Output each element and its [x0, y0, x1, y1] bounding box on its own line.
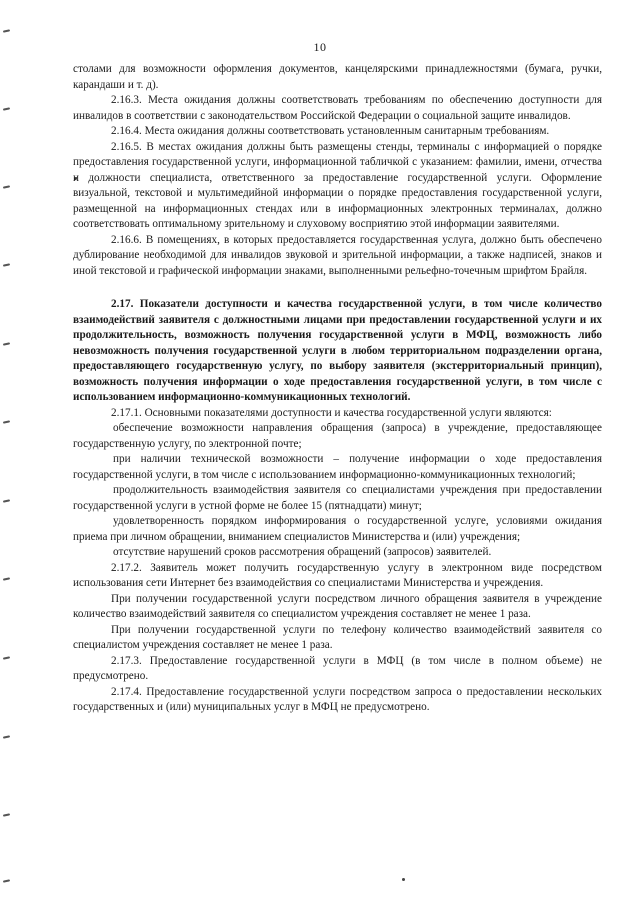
paragraph-2-17-1: 2.17.1. Основными показателями доступности и качества государственной услуги являются:	[111, 406, 552, 419]
scan-mark	[3, 185, 10, 188]
scan-mark	[3, 342, 10, 345]
scan-mark	[3, 879, 10, 882]
section-heading-2-17: 2.17. Показатели доступности и качества государственной услуги, в том числе количество взаимодействий заявителя с должностными лицами при предоставлении государственной услуги и их продолжительность, возможность получения государственной услуги в МФЦ, возможность либо невозможность получения государственной услуги в любом территориальном подразделении органа, предоставляющего государственную услугу, по выбору заявителя (экстерриториальный принцип), возможность получения информации о ходе предоставления государственной услуги, в том числе с использованием информационно-коммуникационных технологий.	[73, 298, 602, 403]
list-item-email-request: обеспечение возможности направления обращения (запроса) в учреждение, предоставляющее государственную услугу, по электронной почте;	[73, 422, 602, 450]
paragraph-2-16-5: 2.16.5. В местах ожидания должны быть размещены стенды, терминалы с информацией о порядке предоставления государственной услуги, информационной табличкой с указанием: фамилии, имени, отчества и должности специалиста, ответственного за предоставление государственной услуги. Оформление визуальной, текстовой и мультимедийной информации о порядке предоставления государственной услуги, размещенной на информационных стендах или в информационных электронных терминалах, должно соответствовать оптимальному зрительному и слуховому восприятию этой информации заявителями.	[73, 140, 602, 230]
paragraph-phone: При получении государственной услуги по телефону количество взаимодействий заявителя со специалистом учреждения составляет не менее 1 раза.	[73, 623, 602, 651]
paragraph-2-16-4: 2.16.4. Места ожидания должны соответствовать установленным санитарным требованиям.	[111, 125, 550, 137]
paragraph-continuation: столами для возможности оформления документов, канцелярскими принадлежностями (бумага, ручки, карандаши и т. д).	[73, 63, 602, 91]
scan-mark	[3, 107, 10, 110]
scan-mark	[3, 29, 10, 32]
list-item-no-violations: отсутствие нарушений сроков рассмотрения обращений (запросов) заявителей.	[113, 546, 492, 558]
scan-mark	[3, 577, 10, 580]
document-body	[73, 62, 602, 716]
scan-mark	[3, 420, 10, 423]
paragraph-2-17-3: 2.17.3. Предоставление государственной услуги в МФЦ (в том числе в полном объеме) не предусмотрено.	[73, 654, 602, 682]
scan-mark	[3, 499, 10, 502]
list-item-progress-info: при наличии технической возможности – получение информации о ходе предоставления государственной услуги, в том числе с использованием информационно-коммуникационных технологий;	[73, 453, 602, 481]
scan-mark	[3, 263, 10, 266]
list-item-satisfaction: удовлетворенность порядком информирования о государственной услуге, условиями ожидания приема при личном обращении, вниманием специалистов Министерства и (или) учреждения;	[73, 515, 602, 543]
paragraph-2-16-3: 2.16.3. Места ожидания должны соответствовать требованиям по обеспечению доступности для инвалидов в соответствии с законодательством Российской Федерации о социальной защите инвалидов.	[73, 94, 602, 122]
page-number: 10	[313, 40, 327, 54]
scan-mark	[3, 813, 10, 816]
paragraph-2-17-2: 2.17.2. Заявитель может получить государственную услугу в электронном виде посредством использования сети Интернет без взаимодействия со специалистами Министерства и учреждения.	[73, 561, 602, 589]
scan-mark	[3, 656, 10, 659]
paragraph-2-16-6: 2.16.6. В помещениях, в которых предоставляется государственная услуга, должно быть обеспечено дублирование необходимой для инвалидов звуковой и зрительной информации, а также надписей, знаков и иной текстовой и графической информации знаками, выполненными рельефно-точечным шрифтом Брайля.	[73, 233, 602, 277]
paragraph-2-17-4: 2.17.4. Предоставление государственной услуги посредством запроса о предоставлении нескольких государственных и (или) муниципальных услуг в МФЦ не предусмотрено.	[73, 685, 602, 713]
section-spacer	[73, 279, 602, 297]
list-item-interaction-duration: продолжительность взаимодействия заявителя со специалистами учреждения при предоставлении государственной услуги в устной форме не более 15 (пятнадцати) минут;	[73, 484, 602, 512]
paragraph-personal-visit: При получении государственной услуги посредством личного обращения заявителя в учреждение количество взаимодействий заявителя со специалистом учреждения составляет не менее 1 раза.	[73, 592, 602, 620]
scan-speck	[402, 878, 405, 881]
scan-mark	[3, 735, 10, 738]
